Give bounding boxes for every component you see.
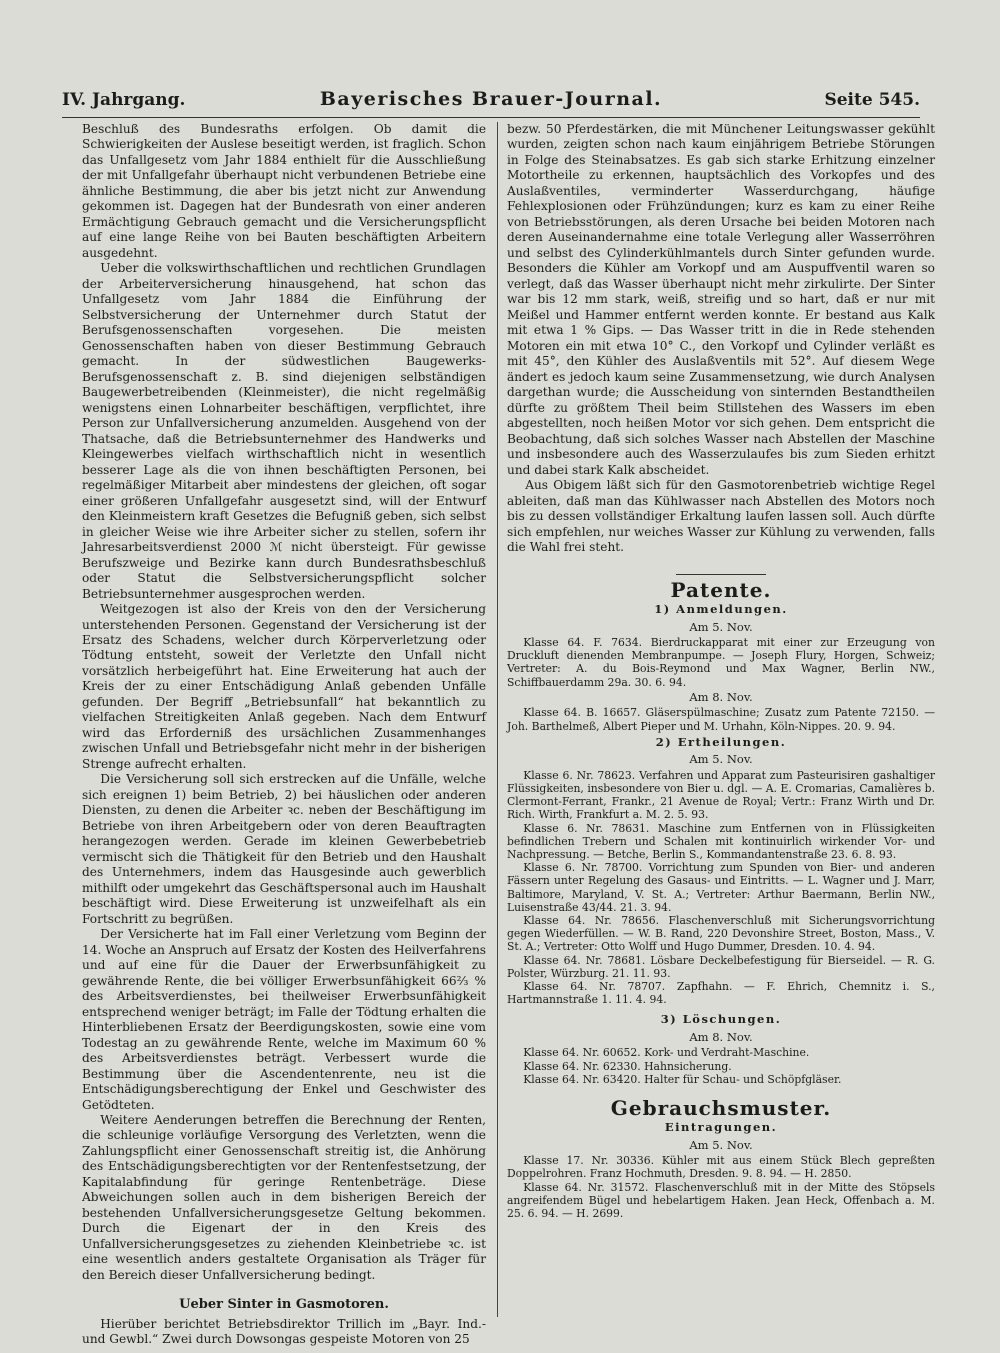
patent-entry: Klasse 64. Nr. 60652. Kork- und Verdraht-Maschine. <box>523 1046 810 1060</box>
patent-entry: Klasse 64. Nr. 62330. Hahnsicherung. <box>523 1059 732 1073</box>
eintragungen-heading: Eintragungen. <box>664 1120 778 1135</box>
patents-title: Patente. <box>670 577 772 602</box>
paragraph: Beschluß des Bundesraths erfolgen. Ob damit die Schwierigkeiten der Auslese beseitigt werden, ist fraglich. Schon das Unfallgesetz vom Jahr 1884 enthielt für die Ausschließung der mit Unfallgefahr überhaupt nicht verbundenen Betriebe eine ähnliche Bestimmung, die aber bis jetzt nicht zur Anwendung gekommen ist. Dagegen hat der Bundesrath von einer anderen Ermächtigung Gebrauch gemacht und die Versicherungspflicht auf eine lange Reihe von bei Bauten beschäftigten Arbeitern ausgedehnt. <box>82 122 486 260</box>
right-column <box>507 122 935 1220</box>
article-title: Ueber Sinter in Gasmotoren. <box>179 1297 389 1313</box>
journal-title: Bayerisches Brauer-Journal. <box>319 88 663 110</box>
date-line: Am 5. Nov. <box>689 619 753 634</box>
patent-entry: Klasse 64. Nr. 78681. Lösbare Deckelbefestigung für Bierseidel. — R. G. Polster, Würzburg. 21. 11. 93. <box>507 953 935 980</box>
date-line: Am 5. Nov. <box>689 752 753 767</box>
page-header <box>62 90 920 114</box>
date-line: Am 8. Nov. <box>689 1029 753 1044</box>
patent-entry: Klasse 64. F. 7634. Bierdruckapparat mit einer zur Erzeugung von Druckluft dienenden Membranpumpe. — Joseph Flury, Horgen, Schweiz; Vertreter: A. du Bois-Reymond und Max Wagner, Berlin NW., Schiffbauerdamm 29a. 30. 6. 94. <box>507 636 935 689</box>
paragraph: Weitgezogen ist also der Kreis von den der Versicherung unterstehenden Personen. Gegenstand der Versicherung ist der Ersatz des Schadens, welcher durch Körperverletzung oder Tödtung entsteht, soweit der Verletzte den Unfall nicht vorsätzlich herbeigeführt hat. Eine Erweiterung hat auch der Kreis der zu einer Entschädigung Anlaß gebenden Unfälle gefunden. Der Begriff „Betriebsunfall“ hat bekanntlich zu vielfachen Streitigkeiten Anlaß gegeben. Nach dem Entwurf wird das Erforderniß des ursächlichen Zusammenhanges zwischen Unfall und Betriebsgefahr nicht mehr in der bisherigen Strenge aufrecht erhalten. <box>82 602 486 771</box>
ertheilungen-heading: 2) Ertheilungen. <box>655 734 787 749</box>
loeschungen-heading: 3) Löschungen. <box>660 1012 782 1027</box>
patent-entry: Klasse 64. Nr. 78656. Flaschenverschluß mit Sicherungsvorrichtung gegen Wiederfüllen. — W. B. Rand, 220 Devonshire Street, Boston, Mass., V. St. A.; Vertreter: Otto Wolff und Hugo Dummer, Dresden. 10. 4. 94. <box>507 913 935 954</box>
date-line: Am 8. Nov. <box>689 689 753 704</box>
paragraph: bezw. 50 Pferdestärken, die mit Münchener Leitungswasser gekühlt wurden, zeigten schon nach kaum einjährigem Betriebe Störungen in Folge des Steinabsatzes. Es gab sich starke Erhitzung einzelner Motortheile zu erkennen, hauptsächlich des Vorkopfes und des Auslaßventiles, verminderter Wasserdurchgang, häufige Fehlexplosionen oder Frühzündungen; kurz es kam zu einer Reihe von Betriebsstörungen, als deren Ursache bei beiden Motoren nach deren Auseinandernahme eine totale Verlegung aller Wasserröhren und selbst des Cylinderkühlmantels durch Sinter gefunden wurde. Besonders die Kühler am Vorkopf und am Auspuffventil waren so verlegt, daß das Wasser überhaupt nicht mehr zirkulirte. Der Sinter war bis 12 mm stark, weiß, streifig und so hart, daß er nur mit Meißel und Hammer entfernt werden konnte. Er bestand aus Kalk mit etwa 1 % Gips. — Das Wasser tritt in die in Rede stehenden Motoren ein mit etwa 10° C., den Vorkopf und Cylinder verläßt es mit 45°, den Kühler des Auslaßventils mit 52°. Auf diesem Wege ändert es jedoch kaum seine Zusammensetzung, wie durch Analysen dargethan wurde; die Ausscheidung von sinternden Bestandtheilen dürfte zu größtem Theil beim Stillstehen des Wassers im eben abgestellten, noch heißen Motor vor sich gehen. Dem entspricht die Beobachtung, daß sich solches Wasser nach Abstellen der Maschine und insbesondere auch des Wasserzulaufes bis zum Sieden erhitzt und dabei stark Kalk abscheidet. <box>507 122 935 477</box>
patent-entry: Klasse 64. B. 16657. Gläserspülmaschine; Zusatz zum Patente 72150. — Joh. Barthelmeß, Albert Pieper und M. Urhahn, Köln-Nippes. 20. 9. 94. <box>507 706 935 733</box>
volume-label: IV. Jahrgang. <box>62 90 186 110</box>
patent-entry: Klasse 6. Nr. 78631. Maschine zum Entfernen von in Flüssigkeiten befindlichen Trebern und Schalen mit kontinuirlich wirkender Vor- und Nachpressung. — Betche, Berlin S., Kommandantenstraße 23. 6. 8. 93. <box>507 821 935 861</box>
header-rule <box>62 117 920 118</box>
left-column <box>82 122 486 1348</box>
patent-entry: Klasse 6. Nr. 78700. Vorrichtung zum Spunden von Bier- und anderen Fässern unter Regelung des Gasaus- und Eintritts. — L. Wagner und J. Marr, Baltimore, Maryland, V. St. A.; Vertreter: Arthur Baermann, Berlin NW., Luisenstraße 43/44. 21. 3. 94. <box>507 861 935 914</box>
page-number: Seite 545. <box>824 90 920 110</box>
paragraph: Die Versicherung soll sich erstrecken auf die Unfälle, welche sich ereignen 1) beim Betrieb, 2) bei häuslichen oder anderen Diensten, zu denen die Arbeiter ꝛc. neben der Beschäftigung im Betriebe von ihren Arbeitgebern oder von deren Beauftragten herangezogen werden. Gerade im kleinen Gewerbebetrieb vermischt sich die Thätigkeit für den Betrieb und den Haushalt des Unternehmers, indem das Hausgesinde auch gewerblich mithilft oder umgekehrt das Geschäftspersonal auch im Haushalt beschäftigt wird. Diese Erweiterung ist unzweifelhaft als ein Fortschritt zu begrüßen. <box>82 772 486 926</box>
article-intro: Hierüber berichtet Betriebsdirektor Trillich im „Bayr. Ind.- und Gewbl.“ Zwei durch Dowsongas gespeiste Motoren von 25 <box>82 1316 486 1347</box>
anmeldungen-heading: 1) Anmeldungen. <box>654 602 788 617</box>
paragraph: Weitere Aenderungen betreffen die Berechnung der Renten, die schleunige vorläufige Versorgung des Verletzten, wenn die Zahlungspflicht einer Genossenschaft streitig ist, die Anhörung des Entschädigungsberechtigten vor der Rentenfestsetzung, der Kapitalabfindung für geringe Rentenbeträge. Diese Abweichungen sollen auch in dem bisherigen Bereich der bestehenden Unfallversicherungsgesetze Geltung bekommen. Durch die Eigenart der in den Kreis des Unfallversicherungsgesetzes zu ziehenden Kleinbetriebe ꝛc. ist eine wesentlich anders gestaltete Organisation als Träger für den Bereich dieser Unfallversicherung bedingt. <box>82 1113 486 1282</box>
gebrauchsmuster-entry: Klasse 17. Nr. 30336. Kühler mit aus einem Stück Blech gepreßten Doppelrohren. Franz Hochmuth, Dresden. 9. 8. 94. — H. 2850. <box>507 1154 935 1181</box>
section-rule <box>676 574 766 575</box>
patent-entry: Klasse 6. Nr. 78623. Verfahren und Apparat zum Pasteurisiren gashaltiger Flüssigkeiten, insbesondere von Bier u. dgl. — A. E. Cromarias, Camalières b. Clermont-Ferrant, Frankr., 21 Avenue de Royal; Vertr.: Franz Wirth und Dr. Rich. Wirth, Frankfurt a. M. 2. 5. 93. <box>507 768 935 822</box>
patent-entry: Klasse 64. Nr. 78707. Zapfhahn. — F. Ehrich, Chemnitz i. S., Hartmannstraße 1. 11. 4. 94. <box>507 979 935 1007</box>
gebrauchsmuster-title: Gebrauchsmuster. <box>610 1095 832 1120</box>
paragraph: Ueber die volkswirthschaftlichen und rechtlichen Grundlagen der Arbeiterversicherung hinausgehend, hat schon das Unfallgesetz vom Jahr 1884 die Einführung der Selbstversicherung der Unternehmer durch Statut der Berufsgenossenschaften vorgesehen. Die meisten Genossenschaften haben von dieser Bestimmung Gebrauch gemacht. In der südwestlichen Baugewerks-Berufsgenossenschaft z. B. sind diejenigen selbständigen Baugewerbetreibenden (Kleinmeister), die nicht regelmäßig wenigstens einen Lohnarbeiter beschäftigen, verpflichtet, ihre Person zur Unfallversicherung anzumelden. Ausgehend von der Thatsache, daß die Betriebsunternehmer des Handwerks und Kleingewerbes vielfach wirthschaftlich nicht in wesentlich besserer Lage als die von ihnen beschäftigten Personen, bei regelmäßiger Mitarbeit aber mindestens der gleichen, oft sogar einer größeren Unfallgefahr ausgesetzt sind, will der Entwurf den Kleinmeistern kraft Gesetzes die Befugniß geben, sich selbst in gleicher Weise wie ihre Arbeiter sicher zu stellen, sofern ihr Jahresarbeitsverdienst 2000 ℳ nicht übersteigt. Für gewisse Berufszweige und Bezirke kann durch Bundesrathsbeschluß oder Statut die Selbstversicherungspflicht solcher Betriebsunternehmer ausgesprochen werden. <box>82 261 486 601</box>
column-divider <box>497 122 498 1317</box>
date-line: Am 5. Nov. <box>689 1137 753 1152</box>
paragraph: Der Versicherte hat im Fall einer Verletzung vom Beginn der 14. Woche an Anspruch auf Ersatz der Kosten des Heilverfahrens und auf eine für die Dauer der Erwerbsunfähigkeit zu gewährende Rente, die bei völliger Erwerbsunfähigkeit 66⅔ % des Arbeitsverdienstes, bei theilweiser Erwerbsunfähigkeit entsprechend weniger beträgt; im Falle der Tödtung erhalten die Hinterbliebenen Ersatz der Beerdigungskosten, sowie eine vom Todestag an zu gewährende Rente, welche im Maximum 60 % des Arbeitsverdienstes beträgt. Verbessert wurde die Bestimmung über die Ascendentenrente, neu ist die Entschädigungsberechtigung der Enkel und Geschwister des Getödteten. <box>82 927 486 1112</box>
patent-entry: Klasse 64. Nr. 63420. Halter für Schau- und Schöpfgläser. <box>523 1073 842 1087</box>
gebrauchsmuster-entry: Klasse 64. Nr. 31572. Flaschenverschluß mit in der Mitte des Stöpsels angreifendem Bügel und hebelartigem Haken. Jean Heck, Offenbach a. M. 25. 6. 94. — H. 2699. <box>507 1180 935 1221</box>
paragraph: Aus Obigem läßt sich für den Gasmotorenbetrieb wichtige Regel ableiten, daß man das Kühlwasser nach Abstellen des Motors noch bis zu dessen vollständiger Erkaltung laufen lassen soll. Auch dürfte sich empfehlen, nur weiches Wasser zur Kühlung zu verwenden, falls die Wahl frei steht. <box>507 478 935 555</box>
